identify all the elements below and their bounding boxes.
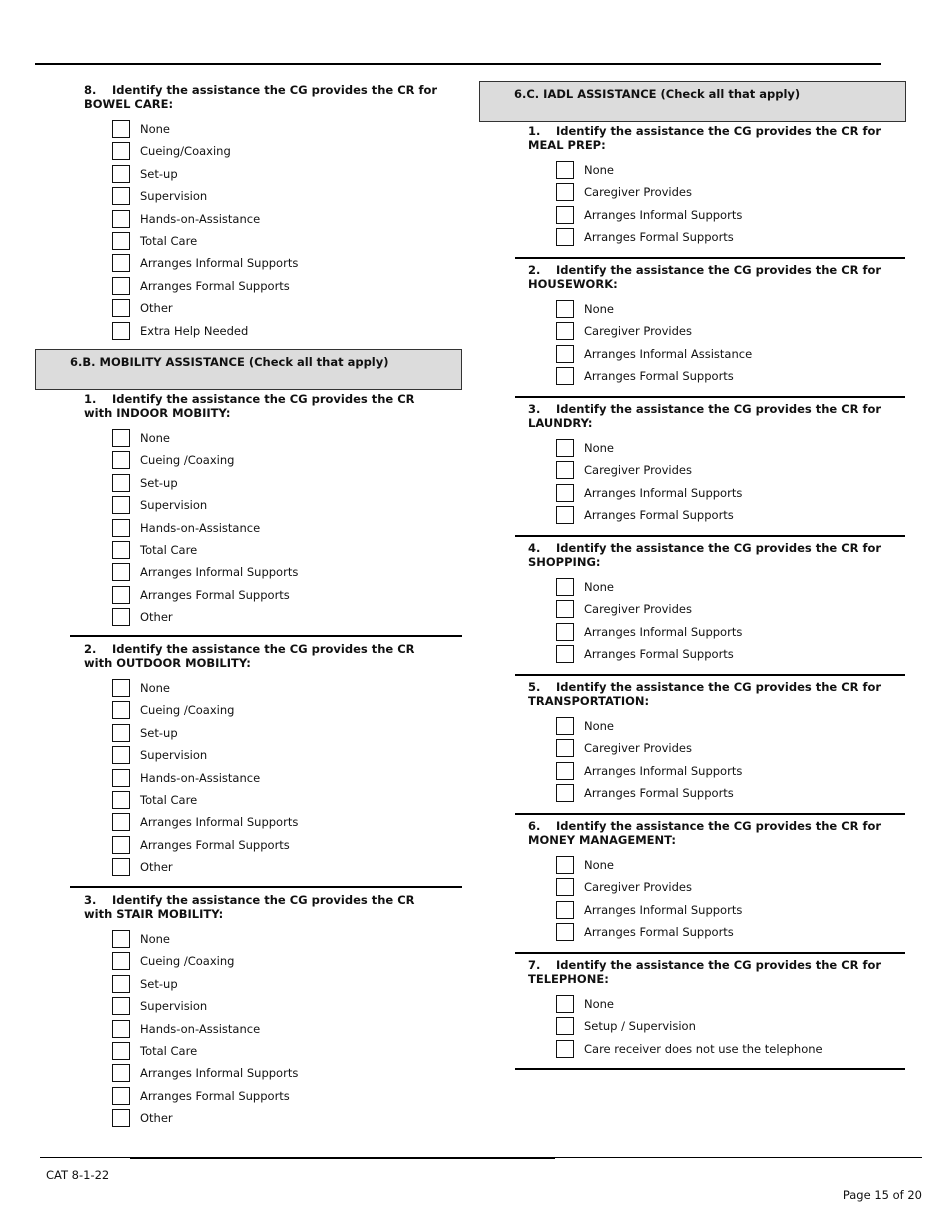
checkbox-label: Caregiver Provides bbox=[584, 880, 692, 895]
option-list bbox=[84, 930, 444, 1132]
checkbox-label: None bbox=[140, 431, 171, 445]
question-indoor-mobility bbox=[84, 392, 444, 631]
option-row[interactable] bbox=[84, 724, 444, 746]
checkbox-label: Arranges Informal Supports bbox=[584, 763, 743, 778]
checkbox[interactable] bbox=[112, 322, 130, 340]
option-row[interactable] bbox=[528, 856, 898, 878]
question-number: 1. bbox=[528, 124, 541, 138]
question-title bbox=[528, 402, 898, 430]
footer-rule-thick bbox=[130, 1157, 555, 1159]
checkbox[interactable] bbox=[556, 739, 574, 757]
checkbox[interactable] bbox=[112, 997, 130, 1015]
checkbox[interactable] bbox=[112, 210, 130, 228]
divider bbox=[515, 952, 905, 954]
checkbox[interactable] bbox=[556, 367, 574, 385]
option-row[interactable] bbox=[84, 1087, 444, 1109]
option-row[interactable] bbox=[84, 1109, 444, 1131]
checkbox-label: Caregiver Provides bbox=[584, 463, 692, 478]
option-list bbox=[528, 856, 898, 946]
divider bbox=[515, 257, 905, 259]
checkbox-label: Arranges Formal Supports bbox=[140, 1088, 290, 1103]
question-title bbox=[84, 392, 444, 420]
checkbox-label: None bbox=[140, 122, 171, 136]
option-row[interactable] bbox=[84, 232, 444, 254]
option-row[interactable] bbox=[528, 600, 898, 622]
checkbox[interactable] bbox=[112, 813, 130, 831]
checkbox[interactable] bbox=[556, 228, 574, 246]
option-row[interactable] bbox=[528, 995, 898, 1017]
checkbox-label: Arranges Formal Supports bbox=[140, 587, 290, 602]
checkbox-label: Arranges Formal Supports bbox=[140, 837, 290, 852]
checkbox-label: Supervision bbox=[140, 189, 208, 204]
checkbox-label: Care receiver does not use the telephone bbox=[584, 1041, 823, 1056]
checkbox[interactable] bbox=[556, 578, 574, 596]
question-text: Identify the assistance the CG provides the CR for TRANSPORTATION: bbox=[528, 680, 882, 708]
option-row[interactable] bbox=[84, 746, 444, 768]
checkbox[interactable] bbox=[556, 439, 574, 457]
section-header-iadl bbox=[479, 81, 906, 122]
divider bbox=[70, 886, 462, 888]
checkbox[interactable] bbox=[556, 345, 574, 363]
checkbox[interactable] bbox=[556, 461, 574, 479]
question-text: Identify the assistance the CG provides the CR with STAIR MOBILITY: bbox=[84, 893, 415, 921]
option-row[interactable] bbox=[84, 254, 444, 276]
question-laundry bbox=[528, 402, 898, 529]
question-shopping bbox=[528, 541, 898, 668]
checkbox[interactable] bbox=[556, 484, 574, 502]
checkbox-label: Cueing /Coaxing bbox=[140, 703, 235, 718]
checkbox-label: Set-up bbox=[140, 976, 178, 991]
option-row[interactable] bbox=[528, 878, 898, 900]
question-text: Identify the assistance the CG provides the CR for HOUSEWORK: bbox=[528, 263, 882, 291]
option-row[interactable] bbox=[528, 439, 898, 461]
checkbox-label: Arranges Informal Assistance bbox=[584, 346, 753, 361]
checkbox-label: Arranges Formal Supports bbox=[584, 230, 734, 245]
option-row[interactable] bbox=[528, 901, 898, 923]
checkbox[interactable] bbox=[112, 769, 130, 787]
checkbox-label: Arranges Informal Supports bbox=[584, 624, 743, 639]
option-row[interactable] bbox=[84, 165, 444, 187]
checkbox[interactable] bbox=[112, 165, 130, 183]
question-title bbox=[528, 819, 898, 847]
question-title bbox=[84, 642, 444, 670]
checkbox-label: Caregiver Provides bbox=[584, 185, 692, 200]
checkbox[interactable] bbox=[556, 600, 574, 618]
checkbox-label: None bbox=[140, 681, 171, 695]
option-row[interactable] bbox=[528, 784, 898, 806]
question-text: Identify the assistance the CG provides the CR for BOWEL CARE: bbox=[84, 83, 438, 111]
checkbox-label: Hands-on-Assistance bbox=[140, 520, 261, 535]
question-outdoor-mobility bbox=[84, 642, 444, 881]
option-row[interactable] bbox=[84, 997, 444, 1019]
checkbox[interactable] bbox=[556, 322, 574, 340]
question-text: Identify the assistance the CG provides the CR for MEAL PREP: bbox=[528, 124, 882, 152]
option-row[interactable] bbox=[84, 791, 444, 813]
option-row[interactable] bbox=[84, 299, 444, 321]
option-row[interactable] bbox=[528, 322, 898, 344]
checkbox[interactable] bbox=[556, 784, 574, 802]
checkbox[interactable] bbox=[112, 299, 130, 317]
option-row[interactable] bbox=[528, 762, 898, 784]
checkbox[interactable] bbox=[112, 120, 130, 138]
option-row[interactable] bbox=[84, 608, 444, 630]
checkbox-label: Setup / Supervision bbox=[584, 1019, 696, 1034]
checkbox[interactable] bbox=[112, 679, 130, 697]
checkbox-label: Set-up bbox=[140, 166, 178, 181]
option-row[interactable] bbox=[528, 578, 898, 600]
option-row[interactable] bbox=[528, 228, 898, 250]
question-number: 6. bbox=[528, 819, 541, 833]
divider bbox=[515, 535, 905, 537]
checkbox[interactable] bbox=[112, 142, 130, 160]
checkbox-label: Cueing /Coaxing bbox=[140, 954, 235, 969]
checkbox-label: Total Care bbox=[140, 792, 198, 807]
checkbox[interactable] bbox=[556, 1017, 574, 1035]
question-number: 3. bbox=[84, 893, 97, 907]
checkbox-label: None bbox=[584, 441, 615, 455]
checkbox[interactable] bbox=[112, 608, 130, 626]
question-meal-prep bbox=[528, 124, 898, 251]
option-row[interactable] bbox=[528, 161, 898, 183]
checkbox-label: Extra Help Needed bbox=[140, 323, 249, 338]
option-list bbox=[84, 679, 444, 881]
option-row[interactable] bbox=[84, 813, 444, 835]
question-bowel-care bbox=[84, 83, 444, 344]
option-row[interactable] bbox=[84, 1042, 444, 1064]
checkbox-label: Arranges Informal Supports bbox=[584, 207, 743, 222]
checkbox[interactable] bbox=[556, 506, 574, 524]
checkbox[interactable] bbox=[112, 277, 130, 295]
checkbox-label: Set-up bbox=[140, 725, 178, 740]
option-list bbox=[84, 429, 444, 631]
checkbox[interactable] bbox=[112, 1020, 130, 1038]
question-number: 8. bbox=[84, 83, 97, 97]
checkbox-label: Hands-on-Assistance bbox=[140, 211, 261, 226]
checkbox[interactable] bbox=[112, 701, 130, 719]
checkbox-label: None bbox=[584, 997, 615, 1011]
checkbox[interactable] bbox=[112, 836, 130, 854]
question-text: Identify the assistance the CG provides the CR for SHOPPING: bbox=[528, 541, 882, 569]
option-row[interactable] bbox=[84, 769, 444, 791]
checkbox-label: Arranges Formal Supports bbox=[584, 647, 734, 662]
question-title bbox=[84, 893, 444, 921]
option-row[interactable] bbox=[528, 461, 898, 483]
checkbox[interactable] bbox=[112, 232, 130, 250]
option-row[interactable] bbox=[528, 739, 898, 761]
option-row[interactable] bbox=[528, 623, 898, 645]
option-row[interactable] bbox=[84, 277, 444, 299]
checkbox-label: Arranges Informal Supports bbox=[584, 485, 743, 500]
page-number: Page 15 of 20 bbox=[842, 1188, 922, 1202]
checkbox[interactable] bbox=[112, 1042, 130, 1060]
question-text: Identify the assistance the CG provides the CR for LAUNDRY: bbox=[528, 402, 882, 430]
question-text: Identify the assistance the CG provides the CR with INDOOR MOBIITY: bbox=[84, 392, 415, 420]
checkbox[interactable] bbox=[112, 586, 130, 604]
option-row[interactable] bbox=[84, 142, 444, 164]
option-row[interactable] bbox=[84, 586, 444, 608]
checkbox-label: Arranges Formal Supports bbox=[140, 278, 290, 293]
question-number: 4. bbox=[528, 541, 541, 555]
checkbox-label: Total Care bbox=[140, 1043, 198, 1058]
section-header-mobility-text: 6.B. MOBILITY ASSISTANCE (Check all that apply) bbox=[70, 355, 389, 369]
checkbox[interactable] bbox=[112, 474, 130, 492]
option-row[interactable] bbox=[528, 1040, 898, 1062]
checkbox[interactable] bbox=[112, 187, 130, 205]
checkbox[interactable] bbox=[112, 724, 130, 742]
option-row[interactable] bbox=[84, 858, 444, 880]
document-id: CAT 8-1-22 bbox=[46, 1168, 110, 1182]
checkbox-label: Arranges Informal Supports bbox=[584, 902, 743, 917]
checkbox-label: Set-up bbox=[140, 475, 178, 490]
option-row[interactable] bbox=[528, 506, 898, 528]
option-row[interactable] bbox=[528, 484, 898, 506]
checkbox[interactable] bbox=[112, 930, 130, 948]
option-row[interactable] bbox=[84, 679, 444, 701]
option-list bbox=[528, 161, 898, 251]
option-row[interactable] bbox=[84, 322, 444, 344]
question-number: 2. bbox=[84, 642, 97, 656]
checkbox[interactable] bbox=[112, 254, 130, 272]
option-row[interactable] bbox=[84, 836, 444, 858]
option-row[interactable] bbox=[84, 1064, 444, 1086]
divider bbox=[515, 813, 905, 815]
checkbox[interactable] bbox=[556, 623, 574, 641]
option-row[interactable] bbox=[528, 645, 898, 667]
checkbox-label: Arranges Formal Supports bbox=[584, 786, 734, 801]
checkbox[interactable] bbox=[556, 183, 574, 201]
checkbox[interactable] bbox=[556, 901, 574, 919]
question-title bbox=[528, 680, 898, 708]
divider bbox=[70, 635, 462, 637]
option-row[interactable] bbox=[84, 975, 444, 997]
option-row[interactable] bbox=[84, 474, 444, 496]
option-list bbox=[528, 717, 898, 807]
checkbox-label: Other bbox=[140, 860, 173, 875]
checkbox-label: Other bbox=[140, 610, 173, 625]
option-list bbox=[84, 120, 444, 344]
checkbox-label: None bbox=[584, 302, 615, 316]
checkbox-label: Caregiver Provides bbox=[584, 324, 692, 339]
checkbox-label: Hands-on-Assistance bbox=[140, 770, 261, 785]
checkbox[interactable] bbox=[112, 1064, 130, 1082]
option-row[interactable] bbox=[84, 210, 444, 232]
checkbox-label: Arranges Formal Supports bbox=[584, 508, 734, 523]
checkbox[interactable] bbox=[112, 451, 130, 469]
checkbox[interactable] bbox=[556, 206, 574, 224]
checkbox-label: Supervision bbox=[140, 498, 208, 513]
question-title bbox=[528, 124, 898, 152]
checkbox[interactable] bbox=[112, 429, 130, 447]
question-text: Identify the assistance the CG provides the CR with OUTDOOR MOBILITY: bbox=[84, 642, 415, 670]
option-row[interactable] bbox=[84, 519, 444, 541]
checkbox-label: Arranges Informal Supports bbox=[140, 815, 299, 830]
option-row[interactable] bbox=[528, 345, 898, 367]
divider bbox=[515, 674, 905, 676]
checkbox[interactable] bbox=[112, 746, 130, 764]
checkbox-label: Arranges Formal Supports bbox=[584, 369, 734, 384]
checkbox-label: Arranges Formal Supports bbox=[584, 925, 734, 940]
checkbox-label: Supervision bbox=[140, 748, 208, 763]
question-stair-mobility bbox=[84, 893, 444, 1132]
option-row[interactable] bbox=[84, 1020, 444, 1042]
checkbox-label: Other bbox=[140, 301, 173, 316]
option-list bbox=[528, 578, 898, 668]
checkbox-label: Other bbox=[140, 1111, 173, 1126]
checkbox[interactable] bbox=[556, 161, 574, 179]
option-row[interactable] bbox=[84, 451, 444, 473]
checkbox-label: Hands-on-Assistance bbox=[140, 1021, 261, 1036]
option-row[interactable] bbox=[528, 300, 898, 322]
question-number: 1. bbox=[84, 392, 97, 406]
divider bbox=[515, 1068, 905, 1070]
checkbox[interactable] bbox=[112, 975, 130, 993]
question-telephone bbox=[528, 958, 898, 1062]
checkbox[interactable] bbox=[556, 1040, 574, 1058]
checkbox[interactable] bbox=[112, 541, 130, 559]
checkbox[interactable] bbox=[112, 496, 130, 514]
checkbox[interactable] bbox=[556, 923, 574, 941]
question-number: 3. bbox=[528, 402, 541, 416]
option-list bbox=[528, 995, 898, 1062]
checkbox[interactable] bbox=[112, 858, 130, 876]
option-row[interactable] bbox=[84, 952, 444, 974]
checkbox[interactable] bbox=[556, 878, 574, 896]
question-housework bbox=[528, 263, 898, 390]
option-row[interactable] bbox=[528, 717, 898, 739]
option-row[interactable] bbox=[84, 541, 444, 563]
option-row[interactable] bbox=[84, 496, 444, 518]
option-row[interactable] bbox=[84, 563, 444, 585]
option-row[interactable] bbox=[528, 367, 898, 389]
divider bbox=[515, 396, 905, 398]
checkbox-label: None bbox=[584, 580, 615, 594]
checkbox[interactable] bbox=[556, 762, 574, 780]
checkbox[interactable] bbox=[556, 717, 574, 735]
question-text: Identify the assistance the CG provides the CR for TELEPHONE: bbox=[528, 958, 882, 986]
option-row[interactable] bbox=[528, 206, 898, 228]
option-list bbox=[528, 300, 898, 390]
checkbox-label: Caregiver Provides bbox=[584, 602, 692, 617]
checkbox[interactable] bbox=[556, 645, 574, 663]
option-row[interactable] bbox=[84, 930, 444, 952]
top-rule bbox=[35, 63, 881, 65]
question-title bbox=[84, 83, 444, 111]
checkbox-label: None bbox=[584, 163, 615, 177]
checkbox-label: Arranges Informal Supports bbox=[140, 1066, 299, 1081]
checkbox[interactable] bbox=[112, 1109, 130, 1127]
checkbox-label: None bbox=[584, 719, 615, 733]
option-row[interactable] bbox=[84, 429, 444, 451]
question-title bbox=[528, 263, 898, 291]
section-header-mobility bbox=[35, 349, 462, 390]
checkbox[interactable] bbox=[112, 1087, 130, 1105]
question-title bbox=[528, 541, 898, 569]
checkbox-label: Arranges Informal Supports bbox=[140, 565, 299, 580]
checkbox-label: None bbox=[140, 932, 171, 946]
option-row[interactable] bbox=[528, 1017, 898, 1039]
section-header-iadl-text: 6.C. IADL ASSISTANCE (Check all that apply) bbox=[514, 87, 801, 101]
question-money-management bbox=[528, 819, 898, 946]
option-list bbox=[528, 439, 898, 529]
option-row[interactable] bbox=[84, 120, 444, 142]
checkbox-label: Supervision bbox=[140, 999, 208, 1014]
checkbox[interactable] bbox=[556, 995, 574, 1013]
question-title bbox=[528, 958, 898, 986]
checkbox-label: Caregiver Provides bbox=[584, 741, 692, 756]
checkbox-label: Total Care bbox=[140, 542, 198, 557]
checkbox[interactable] bbox=[556, 856, 574, 874]
checkbox[interactable] bbox=[112, 519, 130, 537]
checkbox-label: Cueing/Coaxing bbox=[140, 144, 231, 159]
checkbox[interactable] bbox=[112, 952, 130, 970]
checkbox-label: Cueing /Coaxing bbox=[140, 453, 235, 468]
question-transportation bbox=[528, 680, 898, 807]
checkbox[interactable] bbox=[112, 791, 130, 809]
question-number: 5. bbox=[528, 680, 541, 694]
checkbox-label: None bbox=[584, 858, 615, 872]
option-row[interactable] bbox=[84, 701, 444, 723]
checkbox-label: Arranges Informal Supports bbox=[140, 256, 299, 271]
checkbox-label: Total Care bbox=[140, 233, 198, 248]
question-number: 2. bbox=[528, 263, 541, 277]
checkbox[interactable] bbox=[112, 563, 130, 581]
checkbox[interactable] bbox=[556, 300, 574, 318]
option-row[interactable] bbox=[528, 923, 898, 945]
question-number: 7. bbox=[528, 958, 541, 972]
option-row[interactable] bbox=[528, 183, 898, 205]
question-text: Identify the assistance the CG provides the CR for MONEY MANAGEMENT: bbox=[528, 819, 882, 847]
option-row[interactable] bbox=[84, 187, 444, 209]
